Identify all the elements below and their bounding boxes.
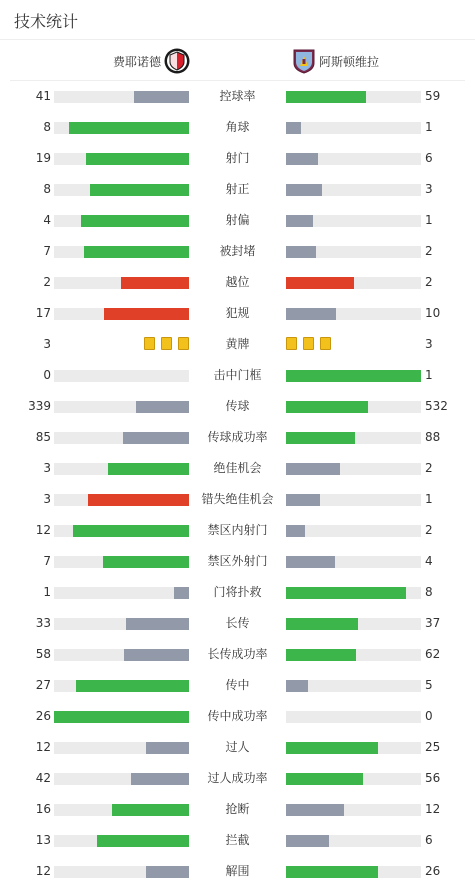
away-value: 1 — [425, 120, 433, 134]
away-bar-fill — [286, 649, 356, 661]
stat-row — [0, 236, 475, 267]
home-value: 3 — [43, 461, 51, 475]
away-bar-track — [286, 91, 421, 103]
away-value: 1 — [425, 368, 433, 382]
stat-label: 过人 — [225, 740, 250, 754]
home-value: 19 — [35, 151, 51, 165]
home-value: 26 — [35, 709, 51, 723]
away-bar-track — [286, 432, 421, 444]
away-bar-track — [286, 556, 421, 568]
stat-row — [0, 763, 475, 794]
away-bar-fill — [286, 463, 340, 475]
away-value: 0 — [425, 709, 433, 723]
away-bar-fill — [286, 122, 301, 134]
home-value: 85 — [35, 430, 51, 444]
home-bar-fill — [174, 587, 189, 599]
away-value: 88 — [425, 430, 441, 444]
away-value: 4 — [425, 554, 433, 568]
away-value: 1 — [425, 492, 433, 506]
home-bar-fill — [76, 680, 189, 692]
home-value: 42 — [35, 771, 51, 785]
stat-label: 解围 — [225, 864, 250, 878]
away-bar-fill — [286, 215, 313, 227]
away-bar-track — [286, 277, 421, 289]
away-team-name[interactable]: 阿斯顿维拉 — [319, 55, 380, 69]
home-bar-track — [54, 184, 189, 196]
yellow-card-icon — [178, 337, 189, 350]
home-bar-fill — [126, 618, 189, 630]
home-bar-track — [54, 680, 189, 692]
home-bar-track — [54, 401, 189, 413]
home-bar-track — [54, 463, 189, 475]
home-bar-track — [54, 773, 189, 785]
stat-label: 长传成功率 — [207, 647, 268, 661]
home-value: 8 — [43, 120, 51, 134]
away-value: 532 — [425, 399, 448, 413]
stat-row — [0, 639, 475, 670]
away-bar-track — [286, 308, 421, 320]
stat-label: 犯规 — [225, 306, 250, 320]
stats-list — [0, 81, 475, 887]
home-bar-fill — [124, 649, 189, 661]
stat-label: 长传 — [225, 616, 250, 630]
home-bar-fill — [81, 215, 189, 227]
home-value: 13 — [35, 833, 51, 847]
stat-row — [0, 608, 475, 639]
yellow-card-icon — [144, 337, 155, 350]
away-bar-track — [286, 215, 421, 227]
home-bar-fill — [123, 432, 189, 444]
away-value: 25 — [425, 740, 441, 754]
stat-label: 被封堵 — [219, 244, 256, 258]
away-bar-fill — [286, 618, 358, 630]
stat-row — [0, 81, 475, 112]
home-value: 8 — [43, 182, 51, 196]
aston-villa-crest-icon[interactable] — [293, 48, 315, 74]
stat-label: 黄牌 — [225, 337, 250, 351]
stat-row — [0, 670, 475, 701]
home-bar-track — [54, 122, 189, 134]
away-bar-fill — [286, 866, 378, 878]
stat-label: 禁区内射门 — [207, 523, 268, 537]
home-value: 41 — [35, 89, 51, 103]
home-value: 58 — [35, 647, 51, 661]
stat-label: 击中门框 — [213, 368, 262, 382]
away-bar-track — [286, 494, 421, 506]
away-value: 2 — [425, 523, 433, 537]
away-bar-track — [286, 835, 421, 847]
stat-row — [0, 360, 475, 391]
away-value: 6 — [425, 151, 433, 165]
home-bar-fill — [84, 246, 189, 258]
stat-row — [0, 267, 475, 298]
away-bar-track — [286, 742, 421, 754]
away-value: 3 — [425, 337, 433, 351]
home-bar-track — [54, 432, 189, 444]
header-bar — [0, 0, 475, 40]
away-value: 26 — [425, 864, 441, 878]
stat-label: 射正 — [225, 182, 250, 196]
home-value: 2 — [43, 275, 51, 289]
stat-label: 传球成功率 — [207, 430, 268, 444]
away-bar-track — [286, 618, 421, 630]
away-bar-track — [286, 711, 421, 723]
away-bar-track — [286, 866, 421, 878]
home-value: 7 — [43, 244, 51, 258]
yellow-card-icon — [161, 337, 172, 350]
home-bar-track — [54, 494, 189, 506]
away-bar-track — [286, 649, 421, 661]
home-value: 3 — [43, 337, 51, 351]
stat-label: 角球 — [225, 120, 250, 134]
home-bar-track — [54, 370, 189, 382]
away-value: 62 — [425, 647, 441, 661]
stat-row — [0, 298, 475, 329]
home-value: 4 — [43, 213, 51, 227]
stat-label: 过人成功率 — [207, 771, 268, 785]
stat-row — [0, 329, 475, 360]
stat-row — [0, 825, 475, 856]
home-bar-fill — [103, 556, 189, 568]
home-bar-track — [54, 587, 189, 599]
away-bar-track — [286, 401, 421, 413]
away-value: 10 — [425, 306, 441, 320]
away-bar-fill — [286, 680, 308, 692]
home-bar-fill — [146, 742, 189, 754]
home-bar-fill — [69, 122, 189, 134]
home-bar-track — [54, 866, 189, 878]
yellow-card-icon — [286, 337, 297, 350]
away-bar-fill — [286, 494, 320, 506]
home-value: 16 — [35, 802, 51, 816]
home-bar-track — [54, 742, 189, 754]
away-bar-track — [286, 246, 421, 258]
away-value: 59 — [425, 89, 441, 103]
away-bar-track — [286, 804, 421, 816]
away-bar-fill — [286, 556, 335, 568]
away-bar-fill — [286, 277, 354, 289]
away-value: 56 — [425, 771, 441, 785]
stat-row — [0, 701, 475, 732]
away-value: 2 — [425, 244, 433, 258]
yellow-card-icon — [320, 337, 331, 350]
stat-label: 越位 — [225, 275, 250, 289]
home-bar-track — [54, 525, 189, 537]
home-value: 7 — [43, 554, 51, 568]
stat-row — [0, 174, 475, 205]
stat-row — [0, 484, 475, 515]
away-bar-track — [286, 153, 421, 165]
home-value: 0 — [43, 368, 51, 382]
away-bar-fill — [286, 432, 355, 444]
away-bar-fill — [286, 525, 305, 537]
home-bar-fill — [121, 277, 189, 289]
home-bar-track — [54, 153, 189, 165]
stat-label: 射门 — [225, 151, 250, 165]
home-value: 339 — [28, 399, 51, 413]
home-bar-track — [54, 308, 189, 320]
home-bar-fill — [136, 401, 189, 413]
home-bar-fill — [73, 525, 189, 537]
away-value: 37 — [425, 616, 441, 630]
stat-label: 禁区外射门 — [207, 554, 268, 568]
home-bar-track — [54, 556, 189, 568]
away-bar-fill — [286, 835, 329, 847]
stat-row — [0, 856, 475, 887]
away-value: 3 — [425, 182, 433, 196]
away-bar-fill — [286, 184, 322, 196]
teams-header — [0, 40, 475, 80]
away-bar-track — [286, 370, 421, 382]
away-value: 2 — [425, 461, 433, 475]
home-value: 27 — [35, 678, 51, 692]
home-bar-fill — [112, 804, 189, 816]
away-value: 8 — [425, 585, 433, 599]
home-bar-fill — [97, 835, 189, 847]
home-value: 12 — [35, 740, 51, 754]
home-bar-fill — [90, 184, 189, 196]
home-bar-track — [54, 711, 189, 723]
stat-label: 传球 — [225, 399, 250, 413]
stat-label: 传中 — [225, 678, 250, 692]
stat-row — [0, 732, 475, 763]
stat-label: 绝佳机会 — [213, 461, 262, 475]
away-value: 2 — [425, 275, 433, 289]
away-value: 1 — [425, 213, 433, 227]
away-value: 12 — [425, 802, 441, 816]
feyenoord-crest-icon[interactable] — [164, 48, 190, 74]
stat-row — [0, 515, 475, 546]
home-value: 3 — [43, 492, 51, 506]
home-bar-fill — [54, 711, 189, 723]
home-bar-track — [54, 804, 189, 816]
away-bar-fill — [286, 742, 378, 754]
stat-label: 拦截 — [225, 833, 250, 847]
home-bar-fill — [131, 773, 189, 785]
home-bar-track — [54, 618, 189, 630]
stat-row — [0, 422, 475, 453]
home-yellow-cards — [144, 337, 189, 351]
home-value: 1 — [43, 585, 51, 599]
home-value: 17 — [35, 306, 51, 320]
home-bar-track — [54, 215, 189, 227]
stat-label: 抢断 — [225, 802, 250, 816]
away-yellow-cards — [286, 337, 331, 351]
away-bar-track — [286, 525, 421, 537]
stat-row — [0, 143, 475, 174]
away-bar-track — [286, 463, 421, 475]
page-title: 技术统计 — [14, 12, 79, 31]
away-bar-track — [286, 122, 421, 134]
stat-label: 错失绝佳机会 — [201, 492, 274, 506]
away-bar-fill — [286, 401, 368, 413]
home-bar-fill — [134, 91, 189, 103]
stat-label: 传中成功率 — [207, 709, 268, 723]
home-bar-fill — [88, 494, 189, 506]
away-bar-track — [286, 587, 421, 599]
away-value: 6 — [425, 833, 433, 847]
stat-label: 控球率 — [219, 89, 256, 103]
away-bar-fill — [286, 370, 421, 382]
home-bar-track — [54, 246, 189, 258]
home-bar-fill — [104, 308, 189, 320]
away-bar-fill — [286, 587, 406, 599]
away-bar-fill — [286, 91, 366, 103]
home-bar-track — [54, 277, 189, 289]
stat-row — [0, 205, 475, 236]
stat-row — [0, 577, 475, 608]
away-bar-track — [286, 773, 421, 785]
stat-row — [0, 112, 475, 143]
away-bar-fill — [286, 153, 318, 165]
home-team-name[interactable]: 费耶诺德 — [112, 55, 161, 69]
home-value: 33 — [35, 616, 51, 630]
stat-label: 门将扑救 — [213, 585, 262, 599]
away-bar-fill — [286, 308, 336, 320]
yellow-card-icon — [303, 337, 314, 350]
away-bar-track — [286, 184, 421, 196]
away-bar-fill — [286, 246, 316, 258]
away-bar-fill — [286, 773, 363, 785]
stat-label: 射偏 — [225, 213, 250, 227]
home-bar-fill — [108, 463, 189, 475]
home-bar-track — [54, 835, 189, 847]
away-bar-track — [286, 680, 421, 692]
away-bar-fill — [286, 804, 344, 816]
stat-row — [0, 546, 475, 577]
home-bar-track — [54, 91, 189, 103]
away-value: 5 — [425, 678, 433, 692]
stat-row — [0, 453, 475, 484]
stat-row — [0, 391, 475, 422]
home-value: 12 — [35, 864, 51, 878]
home-bar-fill — [146, 866, 189, 878]
home-bar-track — [54, 649, 189, 661]
home-bar-fill — [86, 153, 189, 165]
home-value: 12 — [35, 523, 51, 537]
stat-row — [0, 794, 475, 825]
